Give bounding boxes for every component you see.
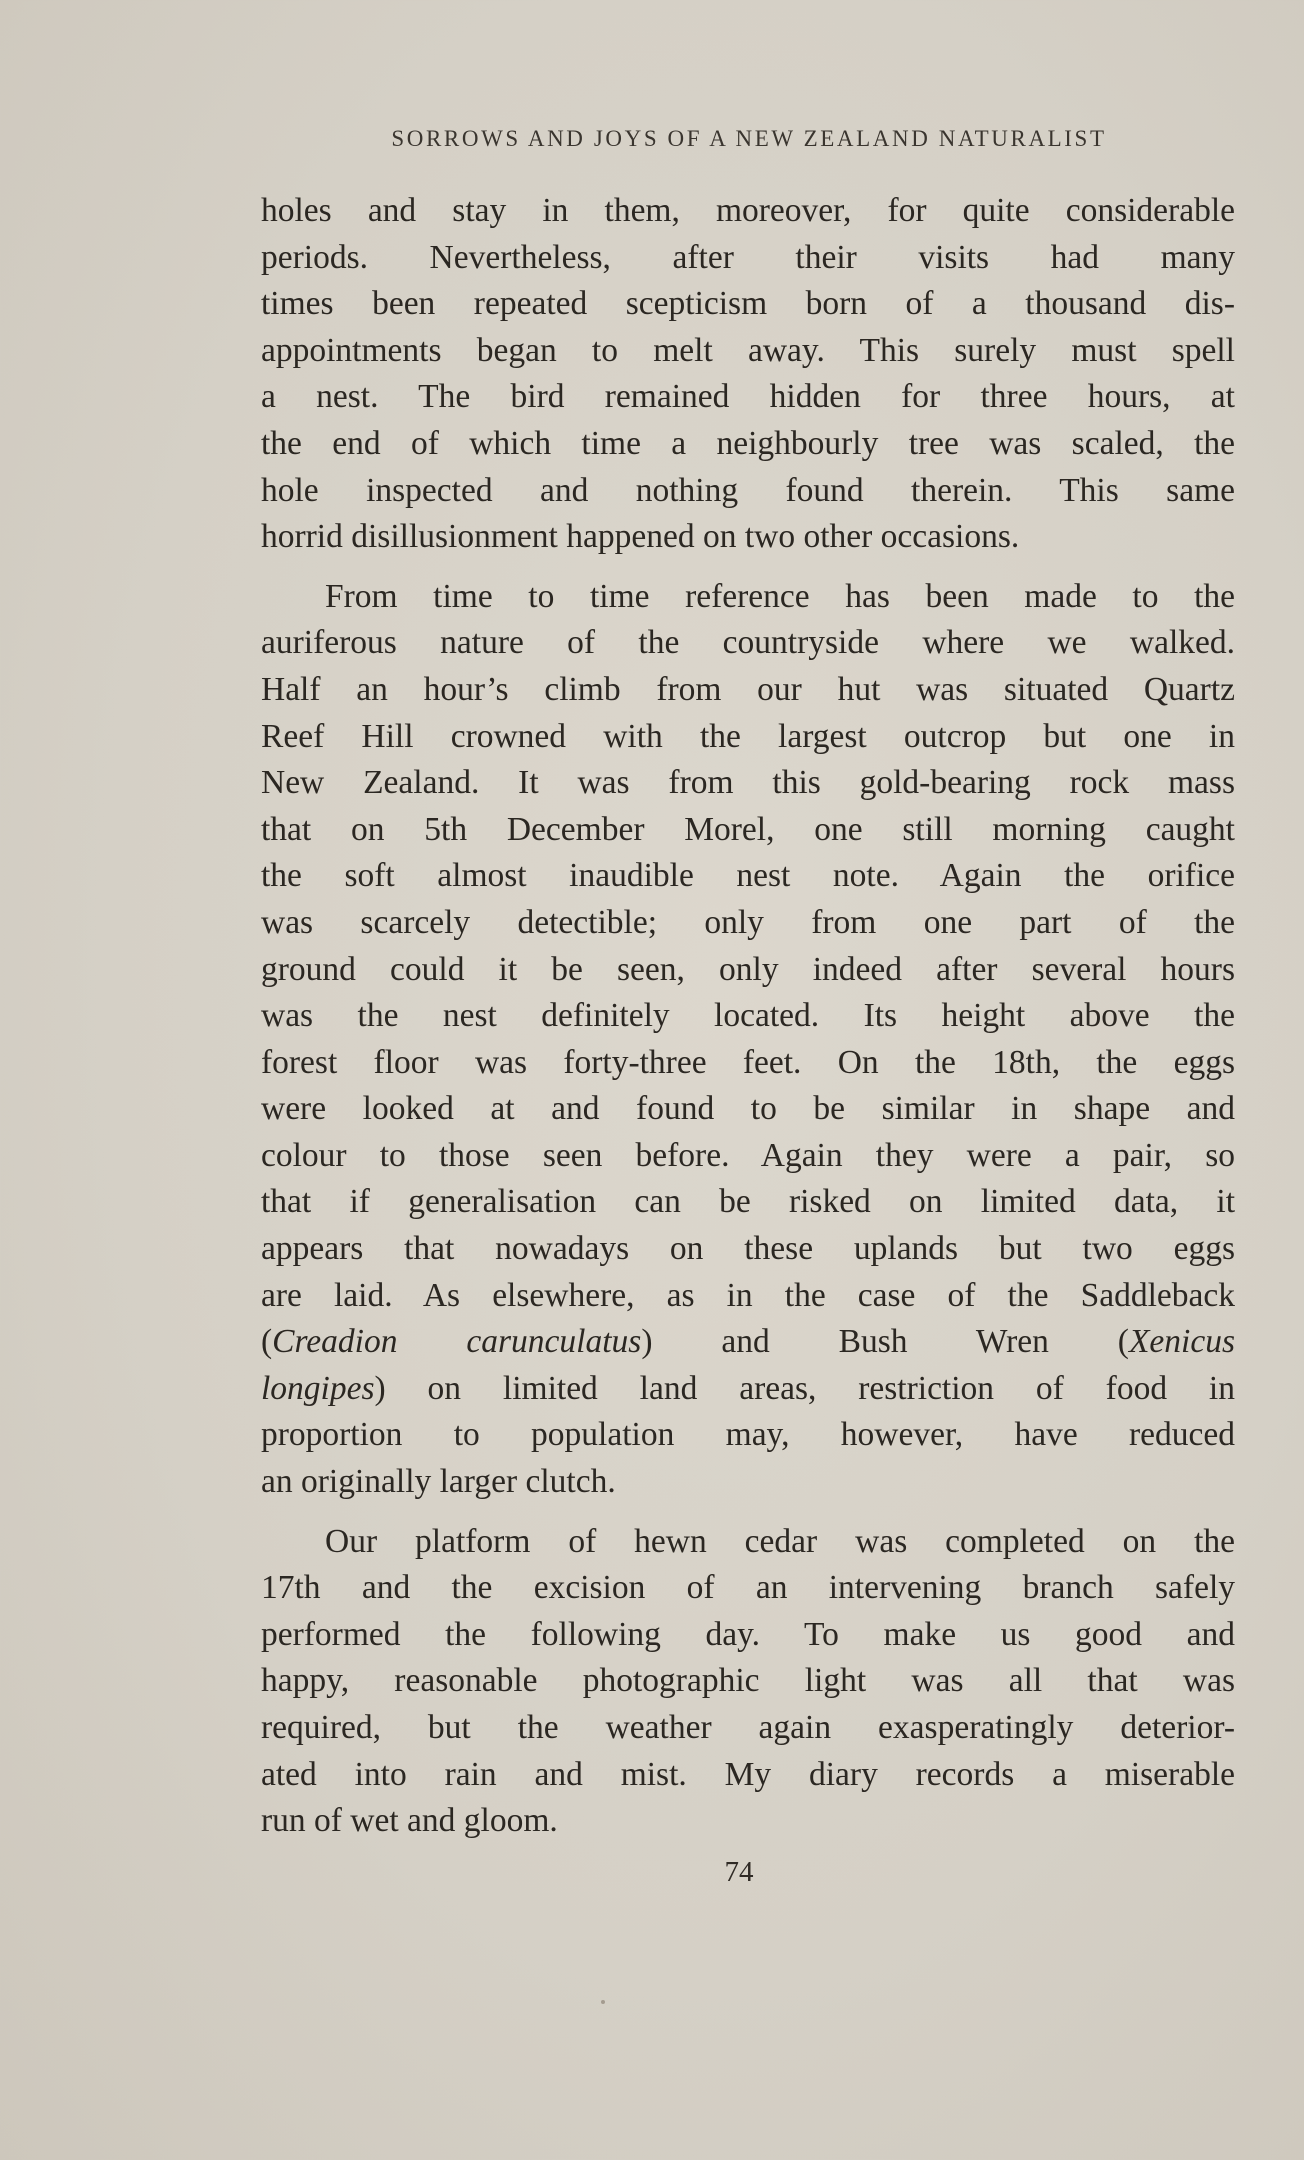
text-line: happy, reasonable photographic light was all that was: [261, 1662, 1235, 1700]
text-line: 17th and the excision of an intervening branch safely: [261, 1569, 1235, 1607]
text-line: that if generalisation can be risked on limited data, it: [261, 1183, 1235, 1221]
body-text: [261, 188, 1235, 1845]
text-line: holes and stay in them, moreover, for quite considerable: [261, 192, 1235, 229]
species-name-bush-wren-genus: Xenicus: [1128, 1323, 1235, 1361]
species-name-saddleback: Creadion carunculatus: [272, 1323, 642, 1361]
species-name-bush-wren-epithet: longipes: [261, 1369, 375, 1407]
text-line: auriferous nature of the countryside where we walked.: [261, 624, 1235, 662]
text-line: performed the following day. To make us good and: [261, 1615, 1235, 1653]
text-line: were looked at and found to be similar in shape and: [261, 1090, 1235, 1128]
text-fragment: ) and Bush Wren (: [641, 1323, 1129, 1361]
text-line-with-species: [261, 1366, 1235, 1413]
text-line: required, but the weather again exasperatingly deterior-: [261, 1709, 1235, 1746]
paragraph-2: [261, 574, 1235, 1506]
text-line: appointments began to melt away. This surely must spell: [261, 331, 1235, 369]
text-line: proportion to population may, however, have reduced: [261, 1416, 1235, 1454]
text-line: an originally larger clutch.: [261, 1463, 616, 1501]
text-line: New Zealand. It was from this gold-bearing rock mass: [261, 764, 1235, 802]
text-line: colour to those seen before. Again they were a pair, so: [261, 1136, 1235, 1174]
text-line: run of wet and gloom.: [261, 1802, 558, 1840]
text-line: Half an hour’s climb from our hut was situated Quartz: [261, 670, 1235, 708]
text-line: was scarcely detectible; only from one part of the: [261, 903, 1235, 941]
open-paren: (: [261, 1323, 273, 1361]
paragraph-1: [261, 188, 1235, 561]
text-line: horrid disillusionment happened on two other occasions.: [261, 518, 1020, 556]
text-line: Reef Hill crowned with the largest outcrop but one in: [261, 717, 1235, 755]
text-line: ated into rain and mist. My diary records a miserable: [261, 1755, 1235, 1793]
text-line: was the nest definitely located. Its height above the: [261, 997, 1235, 1035]
text-line: ground could it be seen, only indeed after several hours: [261, 950, 1235, 988]
text-line: Our platform of hewn cedar was completed on the: [325, 1522, 1235, 1560]
text-line: a nest. The bird remained hidden for three hours, at: [261, 378, 1235, 416]
text-line: the soft almost inaudible nest note. Again the orifice: [261, 857, 1235, 895]
text-fragment: ) on limited land areas, restriction of food in: [374, 1369, 1235, 1407]
text-line: forest floor was forty-three feet. On the 18th, the eggs: [261, 1043, 1235, 1081]
text-line: the end of which time a neighbourly tree was scaled, the: [261, 424, 1235, 462]
text-line: periods. Nevertheless, after their visits had many: [261, 238, 1235, 276]
text-line: that on 5th December Morel, one still morning caught: [261, 810, 1235, 848]
text-line: are laid. As elsewhere, as in the case of the Saddleback: [261, 1276, 1235, 1314]
text-line: appears that nowadays on these uplands but two eggs: [261, 1230, 1235, 1268]
text-line: hole inspected and nothing found therein. This same: [261, 471, 1235, 509]
text-line: From time to time reference has been made to the: [325, 577, 1235, 615]
page-number: 74: [724, 1856, 754, 1888]
text-line-with-species: [261, 1319, 1235, 1366]
running-head: SORROWS AND JOYS OF A NEW ZEALAND NATURALIST: [391, 126, 1107, 151]
paper-speck: [601, 2000, 605, 2004]
paragraph-3: [261, 1519, 1235, 1845]
text-line: times been repeated scepticism born of a thousand dis-: [261, 285, 1235, 323]
